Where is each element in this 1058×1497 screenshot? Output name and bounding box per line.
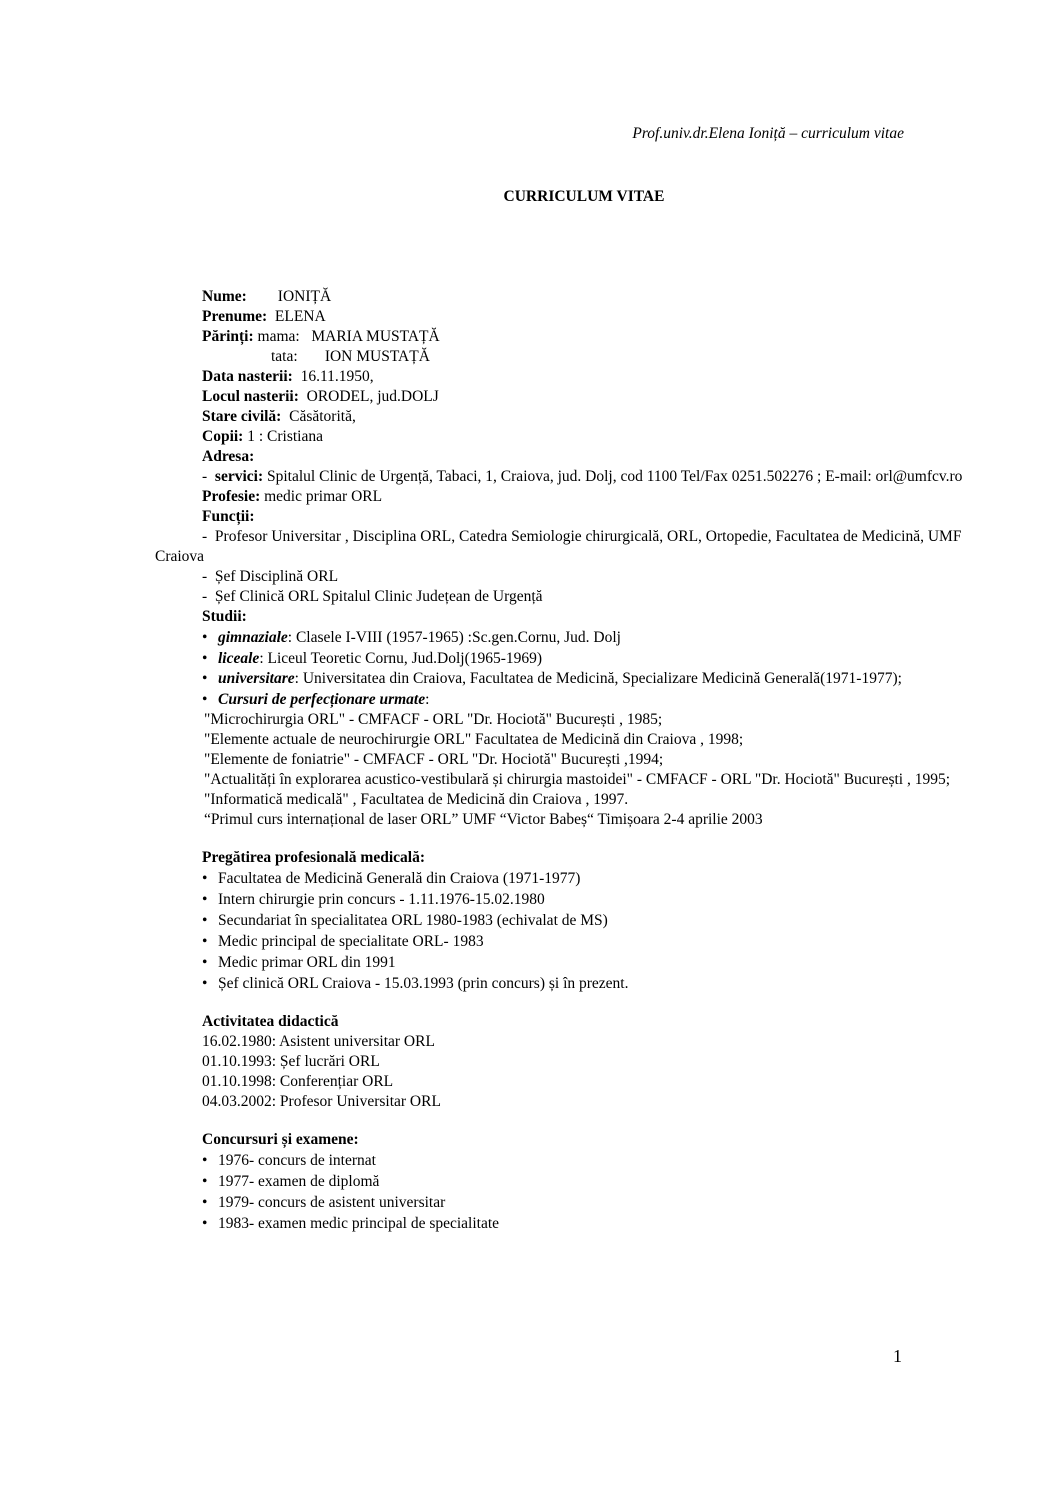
- value: : Universitatea din Craiova, Facultatea de Medicină, Specializare Medicină Generală(1971-1977);: [294, 670, 902, 687]
- bullet-icon: •: [202, 912, 208, 929]
- concurs-item: [155, 1150, 963, 1171]
- functii-heading: Funcții:: [202, 508, 255, 525]
- bullet-icon: •: [202, 1215, 208, 1232]
- bullet-icon: •: [202, 670, 208, 687]
- bullet-icon: •: [202, 650, 208, 667]
- text: 1983- examen medic principal de specialitate: [218, 1215, 500, 1232]
- value: 1 : Cristiana: [247, 428, 323, 445]
- pregatirea-item: [155, 868, 963, 889]
- pregatirea-item: [155, 931, 963, 952]
- text: Facultatea de Medicină Generală din Craiova (1971-1977): [218, 870, 581, 887]
- field-nume: [155, 287, 963, 307]
- text: Profesor Universitar , Disciplina ORL, Catedra Semiologie chirurgicală, ORL, Ortopedie, Facultatea de Medicină, UMF Craiova: [155, 528, 962, 565]
- page-number: 1: [893, 1346, 902, 1366]
- text: Medic principal de specialitate ORL- 1983: [218, 933, 484, 950]
- bullet-icon: •: [202, 954, 208, 971]
- functie-item: - Profesor Universitar , Disciplina ORL, Catedra Semiologie chirurgicală, ORL, Ortopedie, Facultatea de Medicină, UMF Craiova: [155, 528, 962, 565]
- label: liceale: [218, 650, 260, 667]
- text: Șef Clinică ORL Spitalul Clinic Județean de Urgență: [214, 588, 543, 605]
- concurs-item: [155, 1192, 963, 1213]
- studii-item: [155, 669, 963, 689]
- studii-item: [155, 648, 963, 669]
- label: Cursuri de perfecționare urmate: [218, 691, 426, 708]
- didactica-item: 16.02.1980: Asistent universitar ORL: [202, 1033, 435, 1050]
- curs-item: "Actualități în explorarea acustico-vestibulară și chirurgia mastoidei" - CMFACF - ORL "Dr. Hociotă" București , 1995;: [204, 771, 951, 788]
- concurs-item: [155, 1171, 963, 1192]
- value: ION MUSTAȚĂ: [324, 348, 430, 365]
- value: Spitalul Clinic de Urgență, Tabaci, 1, Craiova, jud. Dolj, cod 1100 Tel/Fax 0251.502276 ; E-mail: orl@umfcv.ro: [267, 468, 963, 485]
- cursuri-heading: • Cursuri de perfecționare urmate:: [202, 691, 430, 708]
- label: Copii:: [202, 428, 244, 445]
- pregatirea-item: [155, 973, 963, 994]
- didactica-item: 04.03.2002: Profesor Universitar ORL: [202, 1093, 441, 1110]
- value: IONIȚĂ: [277, 288, 332, 305]
- text: Secundariat în specialitatea ORL 1980-1983 (echivalat de MS): [218, 912, 608, 929]
- didactica-item: 01.10.1993: Șef lucrări ORL: [202, 1053, 380, 1070]
- bullet-icon: •: [202, 870, 208, 887]
- field-copii: [155, 427, 963, 447]
- field-profesie: [155, 487, 963, 507]
- bullet-icon: •: [202, 891, 208, 908]
- value: ELENA: [274, 308, 326, 325]
- functie-item: - Șef Disciplină ORL: [202, 568, 339, 585]
- value: : Clasele I-VIII (1957-1965) :Sc.gen.Cornu, Jud. Dolj: [287, 629, 621, 646]
- adresa-heading: Adresa:: [202, 448, 255, 465]
- pregatirea-heading: Pregătirea profesională medicală:: [202, 849, 425, 866]
- value: : Liceul Teoretic Cornu, Jud.Dolj(1965-1969): [259, 650, 543, 667]
- studii-heading: Studii:: [202, 608, 247, 625]
- field-stare-civila: [155, 407, 963, 427]
- pregatirea-item: [155, 889, 963, 910]
- field-data-nasterii: [155, 367, 963, 387]
- label: Nume:: [202, 288, 247, 305]
- text: Medic primar ORL din 1991: [218, 954, 396, 971]
- field-servici: - servici: Spitalul Clinic de Urgență, Tabaci, 1, Craiova, jud. Dolj, cod 1100 Tel/Fax 0251.502276 ; E-mail: orl@umfcv.ro: [202, 468, 963, 485]
- label: tata:: [271, 348, 298, 365]
- running-header: Prof.univ.dr.Elena Ioniță – curriculum vitae: [632, 125, 904, 142]
- label: Locul nasterii:: [202, 388, 299, 405]
- functie-item: - Șef Clinică ORL Spitalul Clinic Județean de Urgență: [202, 588, 543, 605]
- label: Prenume:: [202, 308, 268, 325]
- value: medic primar ORL: [264, 488, 383, 505]
- bullet-icon: •: [202, 933, 208, 950]
- value: MARIA MUSTAȚĂ: [311, 328, 440, 345]
- label: Stare civilă:: [202, 408, 282, 425]
- concurs-item: [155, 1213, 963, 1234]
- text: 1976- concurs de internat: [218, 1152, 376, 1169]
- didactica-heading: Activitatea didactică: [202, 1013, 339, 1030]
- label: mama:: [257, 328, 300, 345]
- label: Profesie:: [202, 488, 261, 505]
- bullet-icon: •: [202, 1152, 208, 1169]
- field-tata: [155, 347, 963, 367]
- value: ORODEL, jud.DOLJ: [306, 388, 439, 405]
- value: Căsătorită,: [289, 408, 356, 425]
- pregatirea-item: [155, 952, 963, 973]
- field-locul-nasterii: [155, 387, 963, 407]
- curs-item: "Microchirurgia ORL" - CMFACF - ORL "Dr. Hociotă" București , 1985;: [204, 711, 663, 728]
- label: servici:: [214, 468, 264, 485]
- field-prenume: [155, 307, 963, 327]
- text: Șef clinică ORL Craiova - 15.03.1993 (prin concurs) și în prezent.: [218, 975, 629, 992]
- text: Intern chirurgie prin concurs - 1.11.1976-15.02.1980: [218, 891, 545, 908]
- field-mama: [155, 327, 963, 347]
- label: gimnaziale: [218, 629, 288, 646]
- bullet-icon: •: [202, 975, 208, 992]
- didactica-item: 01.10.1998: Conferențiar ORL: [202, 1073, 394, 1090]
- label: Data nasterii:: [202, 368, 293, 385]
- bullet-icon: •: [202, 691, 208, 708]
- pregatirea-item: [155, 910, 963, 931]
- label: universitare: [218, 670, 295, 687]
- curs-item: "Elemente actuale de neurochirurgie ORL" Facultatea de Medicină din Craiova , 1998;: [204, 731, 744, 748]
- studii-item: [155, 627, 963, 648]
- label: Părinți:: [202, 328, 254, 345]
- text: 1979- concurs de asistent universitar: [218, 1194, 446, 1211]
- bullet-icon: •: [202, 1194, 208, 1211]
- bullet-icon: •: [202, 629, 208, 646]
- concursuri-heading: Concursuri și examene:: [202, 1131, 359, 1148]
- cv-body: [155, 287, 963, 1234]
- page-title: CURRICULUM VITAE: [503, 188, 665, 205]
- curs-item: "Informatică medicală" , Facultatea de Medicină din Craiova , 1997.: [204, 791, 629, 808]
- text: 1977- examen de diplomă: [218, 1173, 380, 1190]
- bullet-icon: •: [202, 1173, 208, 1190]
- value: 16.11.1950,: [300, 368, 374, 385]
- curs-item: “Primul curs internațional de laser ORL” UMF “Victor Babeș“ Timișoara 2-4 aprilie 2003: [204, 811, 763, 828]
- text: Șef Disciplină ORL: [214, 568, 339, 585]
- curs-item: "Elemente de foniatrie" - CMFACF - ORL "Dr. Hociotă" București ,1994;: [204, 751, 664, 768]
